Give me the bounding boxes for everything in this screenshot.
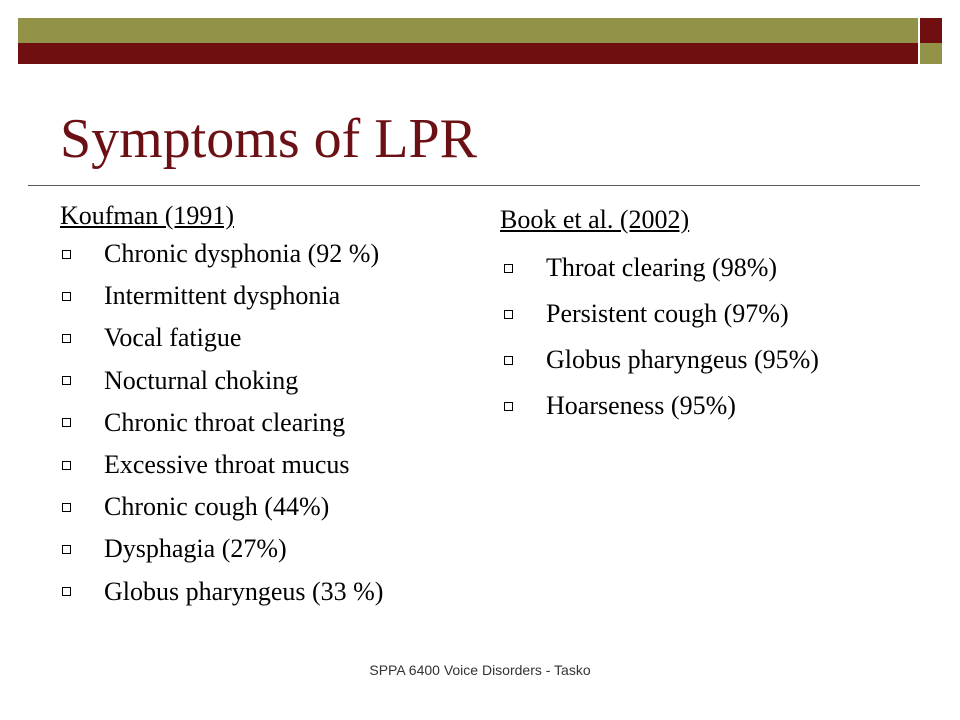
left-column-heading: Koufman (1991) (60, 201, 235, 230)
list-item (60, 444, 383, 486)
list-item (500, 291, 819, 337)
square-bullet-icon (62, 545, 71, 554)
list-item-text: Dysphagia (27%) (104, 534, 287, 564)
list-item-text: Globus pharyngeus (95%) (546, 345, 819, 374)
list-item-text: Intermittent dysphonia (104, 281, 341, 311)
square-bullet-icon (62, 461, 71, 470)
list-item-text: Chronic cough (44%) (104, 492, 330, 522)
right-column (500, 200, 819, 429)
header-band (18, 18, 942, 64)
title-divider (28, 185, 920, 186)
list-item-text: Globus pharyngeus (33 %) (104, 576, 384, 606)
list-item (60, 571, 383, 613)
list-item-text: Hoarseness (95%) (546, 391, 736, 420)
list-item (500, 245, 819, 291)
square-bullet-icon (62, 503, 71, 512)
list-item-text: Excessive throat mucus (104, 450, 350, 480)
left-symptom-list (60, 233, 383, 613)
square-bullet-icon (504, 310, 513, 319)
square-bullet-icon (62, 376, 71, 385)
square-bullet-icon (504, 356, 513, 365)
square-bullet-icon (62, 334, 71, 343)
square-bullet-icon (62, 587, 71, 596)
list-item (60, 275, 383, 317)
header-corner-olive-square (920, 43, 942, 64)
header-corner-maroon-square (920, 18, 942, 43)
list-item (60, 402, 383, 444)
list-item (60, 528, 383, 570)
list-item (60, 486, 383, 528)
list-item-text: Chronic throat clearing (104, 407, 346, 437)
slide-footer: SPPA 6400 Voice Disorders - Tasko (369, 662, 591, 678)
left-column (60, 196, 383, 613)
square-bullet-icon (504, 264, 513, 273)
list-item-text: Vocal fatigue (104, 323, 242, 353)
square-bullet-icon (62, 250, 71, 259)
list-item (60, 233, 383, 275)
list-item (500, 337, 819, 383)
right-symptom-list (500, 245, 819, 429)
list-item-text: Throat clearing (98%) (546, 253, 778, 282)
header-band-maroon-stripe (18, 43, 918, 64)
list-item-text: Nocturnal choking (104, 365, 299, 395)
square-bullet-icon (62, 292, 71, 301)
list-item-text: Chronic dysphonia (92 %) (104, 239, 380, 269)
list-item (60, 360, 383, 402)
list-item (500, 383, 819, 429)
list-item (60, 317, 383, 359)
right-column-heading: Book et al. (2002) (500, 205, 690, 234)
slide-title: Symptoms of LPR (60, 108, 477, 170)
header-band-olive-stripe (18, 18, 918, 43)
square-bullet-icon (504, 402, 513, 411)
square-bullet-icon (62, 418, 71, 427)
list-item-text: Persistent cough (97%) (546, 299, 789, 328)
